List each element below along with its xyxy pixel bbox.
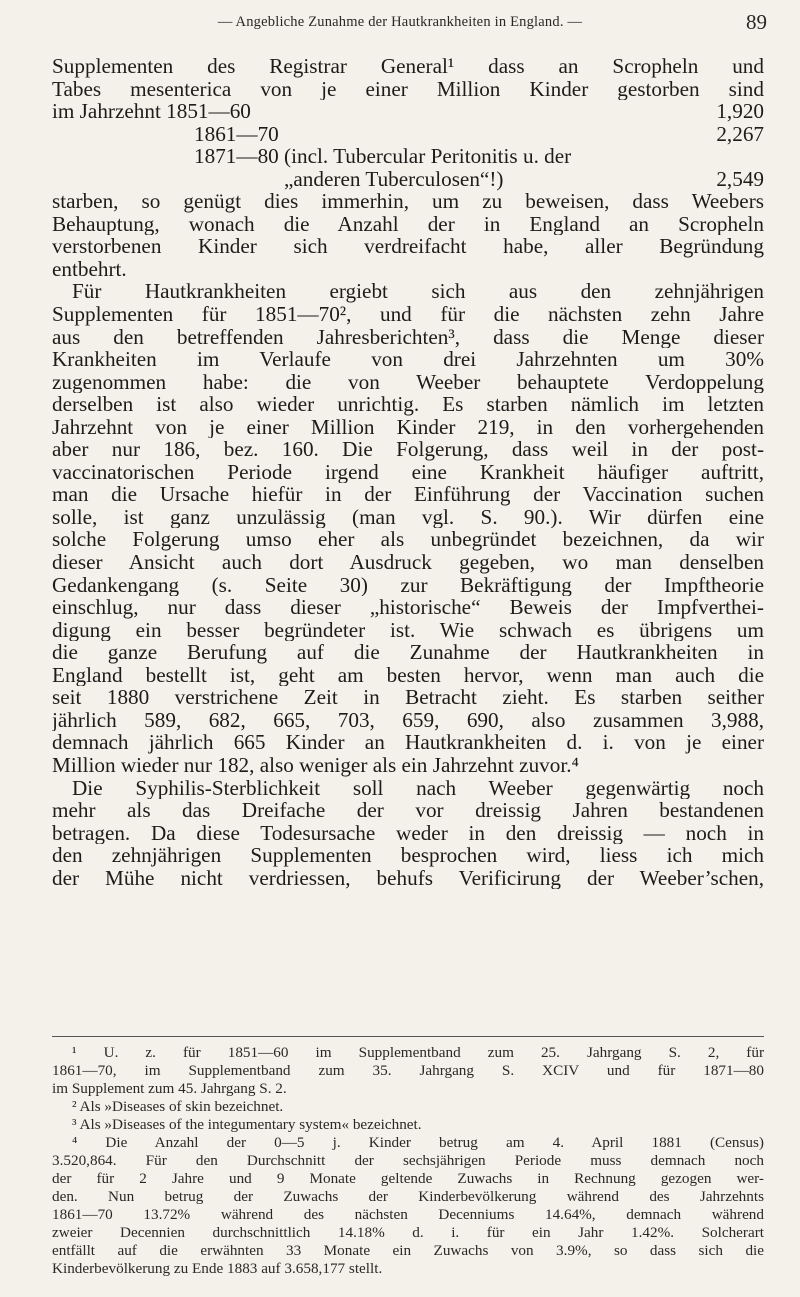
footnote-line: Kinderbevölkerung zu Ende 1883 auf 3.658,177 stellt. xyxy=(52,1260,383,1277)
footnote-line: 3.520,864. Für den Durchschnitt der sechsjährigen Periode muss demnach noch xyxy=(52,1152,764,1169)
text-line: mehr als das Dreifache der vor dreissig Jahren bestandenen xyxy=(52,799,764,822)
text-line: zugenommen habe: die von Weeber behauptete Verdoppelung xyxy=(52,370,764,394)
page-number: 89 xyxy=(746,10,767,34)
footnote-line: ⁴ Die Anzahl der 0—5 j. Kinder betrug am 4. April 1881 (Census) xyxy=(72,1134,764,1151)
text-line: digung ein besser begründeter ist. Wie schwach es übrigens um xyxy=(52,618,764,642)
text-line: Für Hautkrankheiten ergiebt sich aus den zehnjährigen xyxy=(72,280,764,304)
text-line: Behauptung, wonach die Anzahl der in England an Scropheln xyxy=(52,212,764,236)
mortality-row-value: 2,549 xyxy=(716,166,764,191)
mortality-row-label: „anderen Tuberculosen“!) xyxy=(284,166,504,191)
text-line: aber nur 186, bez. 160. Die Folgerung, dass weil in der post- xyxy=(52,438,764,461)
text-line: solle, ist ganz unzulässig (man vgl. S. 90.). Wir dürfen eine xyxy=(52,505,764,529)
text-line: den zehnjährigen Supplementen besprochen wird, liess ich mich xyxy=(52,844,764,867)
text-line: aus den betreffenden Jahresberichten³, dass die Menge dieser xyxy=(52,325,764,349)
text-line: verstorbenen Kinder sich verdreifacht habe, aller Begründung xyxy=(52,235,764,258)
text-line: Million wieder nur 182, also weniger als ein Jahrzehnt zuvor.⁴ xyxy=(52,753,579,777)
text-line: entbehrt. xyxy=(52,257,127,281)
footnote-line: ¹ U. z. für 1851—60 im Supplementband zum 25. Jahrgang S. 2, für xyxy=(72,1044,764,1061)
footnote-line: ³ Als »Diseases of the integumentary system« bezeichnet. xyxy=(72,1116,422,1133)
text-line: vaccinatorischen Periode irgend eine Krankheit häufiger auftritt, xyxy=(52,460,764,484)
text-line: Supplementen des Registrar General¹ dass an Scropheln und xyxy=(52,55,764,78)
text-line: Tabes mesenterica von je einer Million Kinder gestorben sind xyxy=(52,77,764,101)
text-line: demnach jährlich 665 Kinder an Hautkrankheiten d. i. von je einer xyxy=(52,731,764,754)
mortality-row xyxy=(52,100,764,123)
text-line: dieser Ansicht auch dort Ausdruck gegeben, wo man denselben xyxy=(52,551,764,574)
footnote-line: den. Nun betrug der Zuwachs der Kinderbevölkerung während des Jahrzehnts xyxy=(52,1188,764,1205)
footnote-line: zweier Decennien durchschnittlich 14.18% d. i. für ein Jahr 1.42%. Solcherart xyxy=(52,1224,764,1241)
footnote-line: 1861—70 13.72% während des nächsten Decenniums 14.64%, demnach während xyxy=(52,1206,764,1223)
text-line: solche Folgerung umso eher als unbegründet bezeichnen, da wir xyxy=(52,528,764,552)
text-line: England bestellt ist, geht am besten hervor, wenn man auch die xyxy=(52,663,764,687)
footnote-line: 1861—70, im Supplementband zum 35. Jahrgang S. XCIV und für 1871—80 xyxy=(52,1062,764,1079)
footnote-line: im Supplement zum 45. Jahrgang S. 2. xyxy=(52,1080,287,1097)
mortality-row xyxy=(52,168,764,191)
footnote-line: entfällt auf die erwähnten 33 Monate ein Zuwachs von 3.9%, so dass sich die xyxy=(52,1242,764,1259)
footnote-line: der für 2 Jahre und 9 Monate geltende Zuwachs in Rechnung gezogen wer- xyxy=(52,1170,764,1187)
mortality-row-label: im Jahrzehnt 1851—60 xyxy=(52,99,251,124)
mortality-row xyxy=(52,123,764,146)
footnotes xyxy=(52,1044,764,1278)
text-line: Gedankengang (s. Seite 30) zur Bekräftigung der Impftheorie xyxy=(52,573,764,597)
text-line: Krankheiten im Verlaufe von drei Jahrzehnten um 30% xyxy=(52,348,764,371)
text-line: der Mühe nicht verdriessen, behufs Verificirung der Weeber’schen, xyxy=(52,866,764,890)
running-header xyxy=(0,8,800,38)
text-line: jährlich 589, 682, 665, 703, 659, 690, also zusammen 3,988, xyxy=(52,708,764,732)
mortality-row-value: 1,920 xyxy=(716,99,764,124)
text-line: seit 1880 verstrichene Zeit in Betracht zieht. Es starben seither xyxy=(52,686,764,709)
text-line: Supplementen für 1851—70², und für die nächsten zehn Jahre xyxy=(52,303,764,326)
text-line: man die Ursache hiefür in der Einführung der Vaccination suchen xyxy=(52,483,764,506)
footnote-divider xyxy=(52,1036,764,1037)
text-line: einschlug, nur dass dieser „historische“ Beweis der Impfverthei- xyxy=(52,596,764,619)
text-line: die ganze Berufung auf die Zunahme der Hautkrankheiten in xyxy=(52,641,764,664)
text-line: Jahrzehnt von je einer Million Kinder 219, in den vorhergehenden xyxy=(52,415,764,439)
footnote-line: ² Als »Diseases of skin bezeichnet. xyxy=(72,1098,284,1115)
text-line: betragen. Da diese Todesursache weder in den dreissig — noch in xyxy=(52,821,764,845)
mortality-row xyxy=(52,145,764,168)
main-text xyxy=(52,55,764,889)
text-line: derselben ist also wieder unrichtig. Es starben nämlich im letzten xyxy=(52,393,764,416)
running-title: — Angebliche Zunahme der Hautkrankheiten in England. — xyxy=(217,14,583,30)
text-line: starben, so genügt dies immerhin, um zu beweisen, dass Weebers xyxy=(52,190,764,213)
text-line: Die Syphilis-Sterblichkeit soll nach Weeber gegenwärtig noch xyxy=(72,776,764,800)
mortality-row-label: 1871—80 (incl. Tubercular Peritonitis u. der xyxy=(194,144,572,169)
mortality-row-label: 1861—70 xyxy=(194,121,279,146)
mortality-row-value: 2,267 xyxy=(716,121,764,146)
